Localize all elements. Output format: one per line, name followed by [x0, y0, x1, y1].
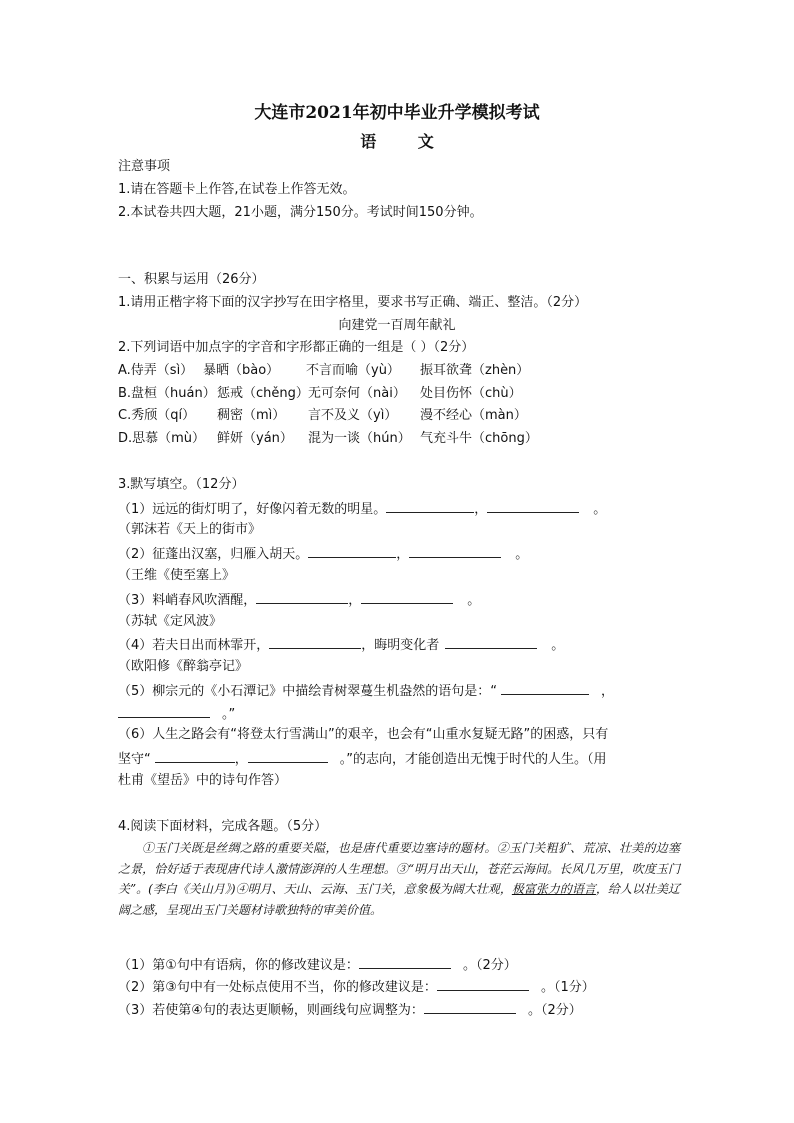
fill-text: （1）远远的街灯明了，好像闪着无数的明星。	[118, 502, 387, 517]
fill-text: ，晦明变化者	[361, 638, 440, 653]
fill-text: （2）征蓬出汉塞，归雁入胡天。	[118, 547, 309, 562]
answer-blank[interactable]	[248, 749, 328, 763]
fill-line	[118, 635, 564, 655]
sub-text: 。（1分）	[540, 980, 595, 995]
answer-blank[interactable]	[501, 681, 589, 695]
material-text: ，给人以壮美辽阔之感，呈现出玉门关题材诗歌独特的审美价值。	[118, 882, 680, 917]
option-word: 稠密（mì）	[217, 408, 286, 423]
question-4-prompt: 4.阅读下面材料，完成各题。（5分）	[118, 819, 328, 834]
fill-line	[118, 590, 480, 610]
note-item: 2.本试卷共四大题，21小题，满分150分。考试时间150分钟。	[118, 205, 483, 220]
sub-text: （2）第③句中有一处标点使用不当，你的修改建议是：	[118, 980, 437, 995]
option-word: C.秀颀（qí）	[118, 408, 196, 423]
answer-blank[interactable]	[359, 955, 451, 969]
fill-text: 。	[515, 547, 529, 562]
option-word: 处目伤怀（chù）	[420, 386, 522, 401]
fill-line	[118, 499, 606, 519]
option-word: 混为一谈（hún）	[308, 431, 411, 446]
sub-question	[118, 977, 595, 997]
answer-blank[interactable]	[308, 544, 396, 558]
option-word: D.思慕（mù）	[118, 431, 206, 446]
answer-blank[interactable]	[361, 590, 453, 604]
question-1-text: 向建党一百周年献礼	[338, 318, 456, 333]
sub-text: 。（2分）	[527, 1003, 582, 1018]
notes-heading: 注意事项	[118, 159, 171, 174]
fill-line	[118, 681, 614, 701]
fill-text: ，	[234, 752, 248, 767]
answer-blank[interactable]	[424, 1000, 516, 1014]
answer-blank[interactable]	[445, 635, 537, 649]
subject-title: 语 文	[360, 132, 452, 151]
note-item: 1.请在答题卡上作答,在试卷上作答无效。	[118, 182, 356, 197]
question-3-prompt: 3.默写填空。（12分）	[118, 477, 245, 492]
option-word: 暴晒（bào）	[203, 363, 280, 378]
fill-text: （4）若夫日出而林霏开，	[118, 638, 270, 653]
answer-blank[interactable]	[386, 499, 474, 513]
fill-text: 。”	[222, 707, 236, 722]
sub-question	[118, 955, 517, 975]
option-word: 言不及义（yì）	[308, 408, 398, 423]
underlined-sentence: 极富张力的语言	[511, 882, 596, 896]
exam-title: 大连市2021年初中毕业升学模拟考试	[254, 103, 540, 123]
poem-source: （郭沫若《天上的街市》	[118, 522, 262, 537]
option-word: 气充斗牛（chōng）	[420, 431, 538, 446]
fill-line	[118, 704, 235, 724]
fill-text: 坚守“	[118, 752, 151, 767]
fill-text: ，	[348, 593, 362, 608]
option-word: 不言而喻（yù）	[306, 363, 400, 378]
option-word: 无可奈何（nài）	[308, 386, 406, 401]
option-word: 惩戒（chěng）	[217, 386, 309, 401]
fill-text: ，	[474, 502, 488, 517]
sub-text: （1）第①句中有语病，你的修改建议是：	[118, 958, 359, 973]
fill-text: 。	[467, 593, 481, 608]
option-word: 鲜妍（yán）	[217, 431, 293, 446]
answer-blank[interactable]	[118, 704, 210, 718]
fill-line	[118, 749, 607, 769]
option-word: B.盘桓（huán）	[118, 386, 216, 401]
question-1-prompt: 1.请用正楷字将下面的汉字抄写在田字格里，要求书写正确、端正、整洁。（2分）	[118, 295, 588, 310]
option-word: A.侍弄（sì）	[118, 363, 194, 378]
option-word: 振耳欲聋（zhèn）	[420, 363, 530, 378]
poem-source: （苏轼《定风波》	[118, 614, 223, 629]
answer-blank[interactable]	[155, 749, 235, 763]
answer-blank[interactable]	[269, 635, 361, 649]
answer-blank[interactable]	[487, 499, 579, 513]
fill-line: （6）人生之路会有“将登太行雪满山”的艰辛，也会有“山重水复疑无路”的困惑，只有	[118, 727, 609, 742]
fill-line: 杜甫《望岳》中的诗句作答）	[118, 773, 288, 788]
fill-text: 。	[551, 638, 565, 653]
answer-blank[interactable]	[409, 544, 501, 558]
fill-text: （5）柳宗元的《小石潭记》中描绘青树翠蔓生机盎然的语句是：“	[118, 684, 498, 699]
fill-text: 。”的志向，才能创造出无愧于时代的人生。（用	[339, 752, 607, 767]
material-text: ①玉门关既是丝绸之路的重要关隘，也是唐代重要边塞诗的题材。②玉门关粗犷、荒凉、壮美的边塞之景，恰好适于表现唐代诗人激情澎湃的人生理想。③“明月出天山，苍茫云海间。长风几万里，吹度玉门关”。(李白《关山月》)④明月、天山、云海、玉门关，意象极为阔大壮观，	[118, 841, 680, 896]
sub-question	[118, 1000, 582, 1020]
poem-source: （欧阳修《醉翁亭记》	[118, 659, 249, 674]
sub-text: 。（2分）	[462, 958, 517, 973]
poem-source: （王维《使至塞上》	[118, 568, 236, 583]
question-2-prompt: 2.下列词语中加点字的字音和字形都正确的一组是（ ）（2分）	[118, 340, 475, 355]
fill-text: ，	[601, 684, 615, 699]
section-heading: 一、积累与运用（26分）	[118, 272, 265, 287]
fill-text: ，	[396, 547, 410, 562]
fill-line	[118, 544, 528, 564]
sub-text: （3）若使第④句的表达更顺畅，则画线句应调整为：	[118, 1003, 424, 1018]
fill-text: 。	[593, 502, 607, 517]
reading-material	[118, 838, 680, 920]
option-word: 漫不经心（màn）	[420, 408, 527, 423]
fill-text: （3）料峭春风吹酒醒，	[118, 593, 257, 608]
answer-blank[interactable]	[437, 977, 529, 991]
answer-blank[interactable]	[256, 590, 348, 604]
